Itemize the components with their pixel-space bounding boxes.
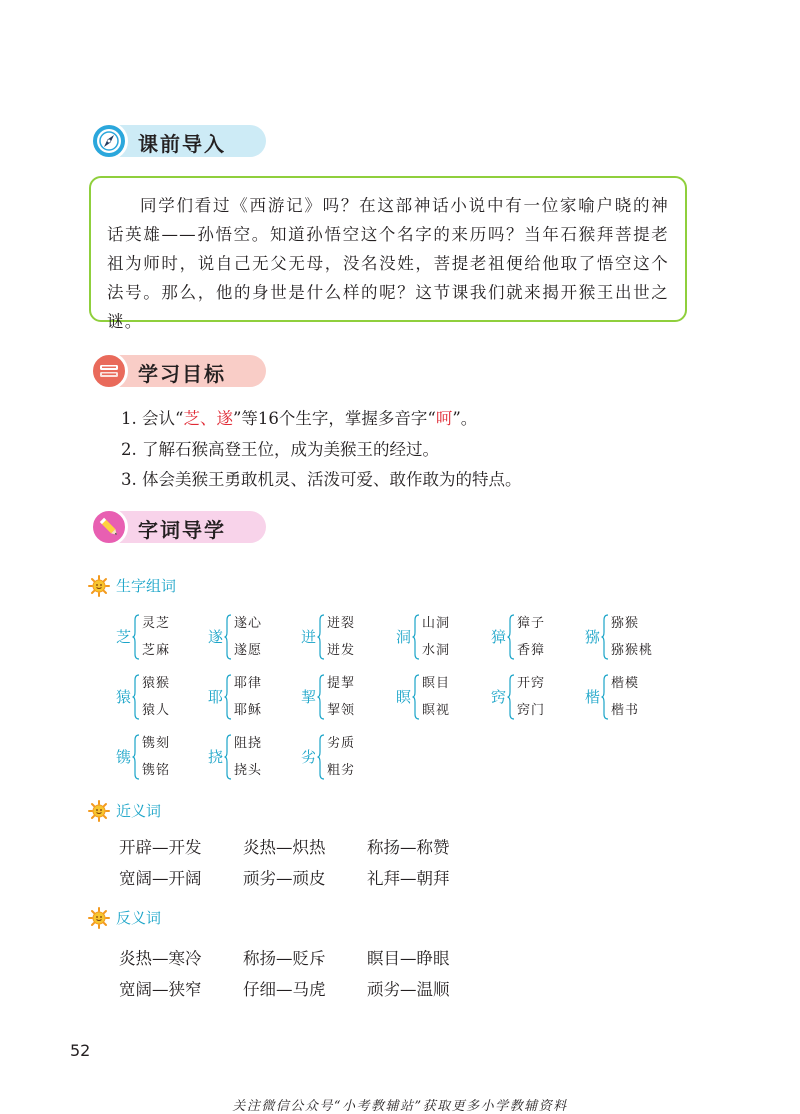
character-group (208, 672, 288, 724)
intro-box (89, 176, 687, 331)
brace-icon (507, 614, 515, 660)
character-group (491, 672, 571, 724)
character: 獐 (491, 628, 507, 646)
character: 芝 (116, 628, 132, 646)
character-group (116, 612, 196, 664)
word-2: 芝麻 (142, 643, 171, 658)
goals-title: 学习目标 (138, 362, 226, 386)
character: 劣 (301, 748, 317, 766)
antonym-pair: 仔细—马虎 (243, 980, 326, 999)
brace-icon (412, 674, 420, 720)
word-2: 遂愿 (234, 643, 263, 658)
word-2: 香獐 (517, 643, 546, 658)
goal-1-highlight-polyphone: 呵 (435, 409, 453, 428)
character: 楷 (585, 688, 601, 706)
antonym-pair: 称扬—贬斥 (243, 949, 326, 968)
goal-1-text-b: ”等16个生字，掌握多音字“ (232, 409, 436, 428)
brace-icon (601, 614, 609, 660)
word-1: 獐子 (517, 616, 546, 631)
word-2: 挈领 (327, 703, 356, 718)
antonyms-subtitle: 反义词 (116, 909, 162, 927)
brace-icon (601, 674, 609, 720)
sun-icon (88, 575, 110, 597)
word-1: 劣质 (327, 736, 356, 751)
character: 猕 (585, 628, 601, 646)
word-2: 迸发 (327, 643, 356, 658)
page-number: 52 (70, 1041, 91, 1060)
word-2: 粗劣 (327, 763, 356, 778)
word-1: 灵芝 (142, 616, 171, 631)
character: 洞 (396, 628, 412, 646)
word-1: 迸裂 (327, 616, 356, 631)
character-group (585, 612, 665, 664)
character-group (301, 732, 381, 784)
word-2: 挠头 (234, 763, 263, 778)
synonym-pair: 称扬—称赞 (367, 838, 450, 857)
word-1: 阻挠 (234, 736, 263, 751)
brace-icon (317, 614, 325, 660)
vocab-section-header (90, 508, 290, 542)
sun-icon (88, 800, 110, 822)
character: 镌 (116, 748, 132, 766)
compass-icon (90, 122, 128, 160)
character-group (208, 612, 288, 664)
goal-item-1 (121, 405, 477, 429)
word-2: 镌铭 (142, 763, 171, 778)
goal-item-2: 2. 了解石猴高登王位，成为美猴王的经过。 (121, 440, 439, 459)
antonym-pair: 瞑目—睁眼 (367, 949, 450, 968)
word-1: 楷模 (611, 676, 640, 691)
synonym-pair: 礼拜—朝拜 (367, 869, 450, 888)
character: 猿 (116, 688, 132, 706)
books-icon (90, 352, 128, 390)
character: 瞑 (396, 688, 412, 706)
word-1: 猿猴 (142, 676, 171, 691)
character: 耶 (208, 688, 224, 706)
goal-1-text-a: 1. 会认“ (121, 409, 184, 428)
antonym-pair: 顽劣—温顺 (367, 980, 450, 999)
character: 挈 (301, 688, 317, 706)
vocab-title: 字词导学 (138, 518, 226, 542)
character-group (491, 612, 571, 664)
word-1: 遂心 (234, 616, 263, 631)
word-2: 窍门 (517, 703, 546, 718)
antonym-pair: 炎热—寒冷 (119, 949, 202, 968)
synonym-pair: 顽劣—顽皮 (243, 869, 326, 888)
character-group (396, 672, 476, 724)
synonym-pair: 宽阔—开阔 (119, 869, 202, 888)
character: 遂 (208, 628, 224, 646)
word-1: 瞑目 (422, 676, 451, 691)
character: 挠 (208, 748, 224, 766)
word-2: 耶稣 (234, 703, 263, 718)
brace-icon (132, 614, 140, 660)
synonyms-subtitle: 近义词 (116, 802, 162, 820)
goal-item-3: 3. 体会美猴王勇敢机灵、活泼可爱、敢作敢为的特点。 (121, 470, 522, 489)
synonym-pair: 炎热—炽热 (243, 838, 326, 857)
word-1: 山洞 (422, 616, 451, 631)
characters-subtitle: 生字组词 (116, 577, 177, 595)
character-group (116, 672, 196, 724)
character: 迸 (301, 628, 317, 646)
brace-icon (317, 734, 325, 780)
word-1: 镌刻 (142, 736, 171, 751)
character-group (301, 612, 381, 664)
character-group (116, 732, 196, 784)
brace-icon (224, 674, 232, 720)
brace-icon (132, 734, 140, 780)
word-1: 耶律 (234, 676, 263, 691)
word-2: 水洞 (422, 643, 451, 658)
goal-1-text-c: ”。 (452, 409, 478, 428)
word-2: 瞑视 (422, 703, 451, 718)
brace-icon (224, 614, 232, 660)
word-2: 猕猴桃 (611, 643, 654, 658)
goals-section-header (90, 352, 290, 386)
character: 窍 (491, 688, 507, 706)
word-2: 猿人 (142, 703, 171, 718)
character-group (301, 672, 381, 724)
brace-icon (317, 674, 325, 720)
word-2: 楷书 (611, 703, 640, 718)
brace-icon (507, 674, 515, 720)
synonym-pair: 开辟—开发 (119, 838, 202, 857)
word-1: 提挈 (327, 676, 356, 691)
intro-paragraph: 同学们看过《西游记》吗？在这部神话小说中有一位家喻户晓的神话英雄——孙悟空。知道孙悟空这个名字的来历吗？当年石猴拜菩提老祖为师时，说自己无父无母，没名没姓，菩提老祖便给他取了悟空这个法号。那么，他的身世是什么样的呢？这节课我们就来揭开猴王出世之谜。 (107, 196, 669, 331)
brace-icon (412, 614, 420, 660)
character-group (585, 672, 665, 724)
pencil-icon (90, 508, 128, 546)
intro-section-header (90, 122, 290, 156)
footer-note: 关注微信公众号“小考教辅站”获取更多小学教辅资料 (232, 1099, 568, 1114)
goal-1-highlight-chars: 芝、遂 (183, 409, 233, 428)
brace-icon (132, 674, 140, 720)
intro-title: 课前导入 (138, 132, 226, 156)
character-group (396, 612, 476, 664)
character-group (208, 732, 288, 784)
antonym-pair: 宽阔—狭窄 (119, 980, 202, 999)
brace-icon (224, 734, 232, 780)
word-1: 猕猴 (611, 616, 640, 631)
word-1: 开窍 (517, 676, 546, 691)
sun-icon (88, 907, 110, 929)
